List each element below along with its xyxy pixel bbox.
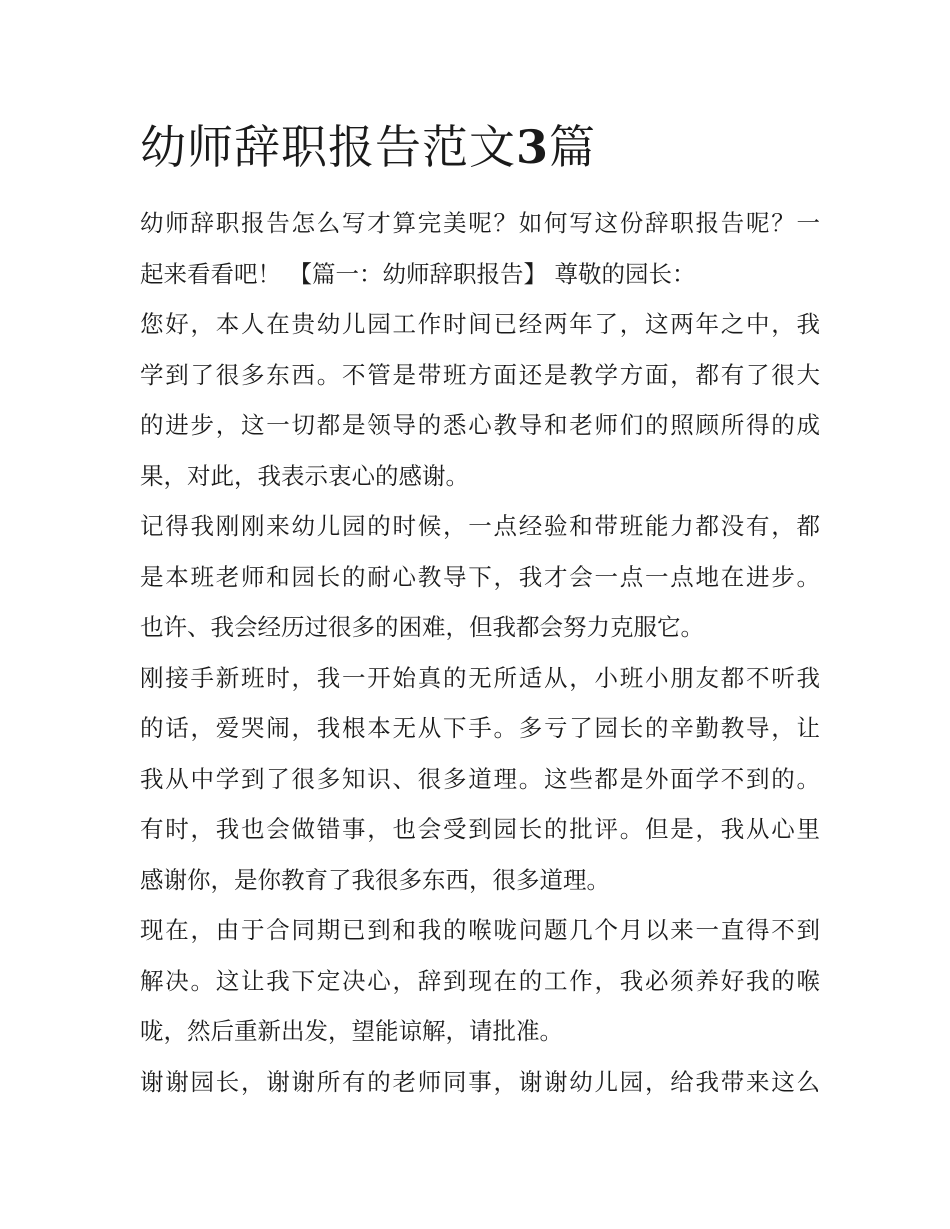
title-number: 3 [516, 120, 550, 174]
document-body [140, 198, 820, 1107]
body-line: 是本班老师和园长的耐心教导下，我才会一点一点地在进步。 [140, 562, 820, 591]
body-line: 感谢你，是你教育了我很多东西，很多道理。 [140, 865, 610, 894]
body-line: 解决。这让我下定决心，辞到现在的工作，我必须养好我的喉 [140, 966, 820, 995]
title-prefix: 幼师辞职报告范文 [140, 120, 516, 174]
body-line: 有时，我也会做错事，也会受到园长的批评。但是，我从心里 [140, 815, 820, 843]
body-line: 学到了很多东西。不管是带班方面还是教学方面，都有了很大 [140, 360, 820, 389]
body-line: 记得我刚刚来幼儿园的时候，一点经验和带班能力都没有，都 [140, 512, 820, 540]
body-line: 咙，然后重新出发，望能谅解，请批准。 [140, 1017, 563, 1045]
body-line: 刚接手新班时，我一开始真的无所适从，小班小朋友都不听我 [140, 663, 820, 692]
body-line: 的话，爱哭闹，我根本无从下手。多亏了园长的辛勤教导，让 [140, 714, 820, 742]
body-line: 的进步，这一切都是领导的悉心教导和老师们的照顾所得的成 [140, 411, 820, 439]
title-suffix: 篇 [549, 120, 597, 174]
body-line: 果，对此，我表示衷心的感谢。 [140, 461, 469, 490]
body-line: 谢谢园长，谢谢所有的老师同事，谢谢幼儿园，给我带来这么 [140, 1067, 820, 1096]
body-line: 我从中学到了很多知识、很多道理。这些都是外面学不到的。 [140, 764, 820, 793]
document-title [140, 116, 596, 178]
body-line: 现在，由于合同期已到和我的喉咙问题几个月以来一直得不到 [140, 916, 820, 944]
body-line: 也许、我会经历过很多的困难，但我都会努力克服它。 [140, 613, 704, 641]
body-line: 您好，本人在贵幼儿园工作时间已经两年了，这两年之中，我 [140, 310, 820, 338]
body-line: 幼师辞职报告怎么写才算完美呢？如何写这份辞职报告呢？一 [140, 209, 820, 237]
body-line: 起来看看吧！ 【篇一：幼师辞职报告】 尊敬的园长： [140, 259, 696, 288]
